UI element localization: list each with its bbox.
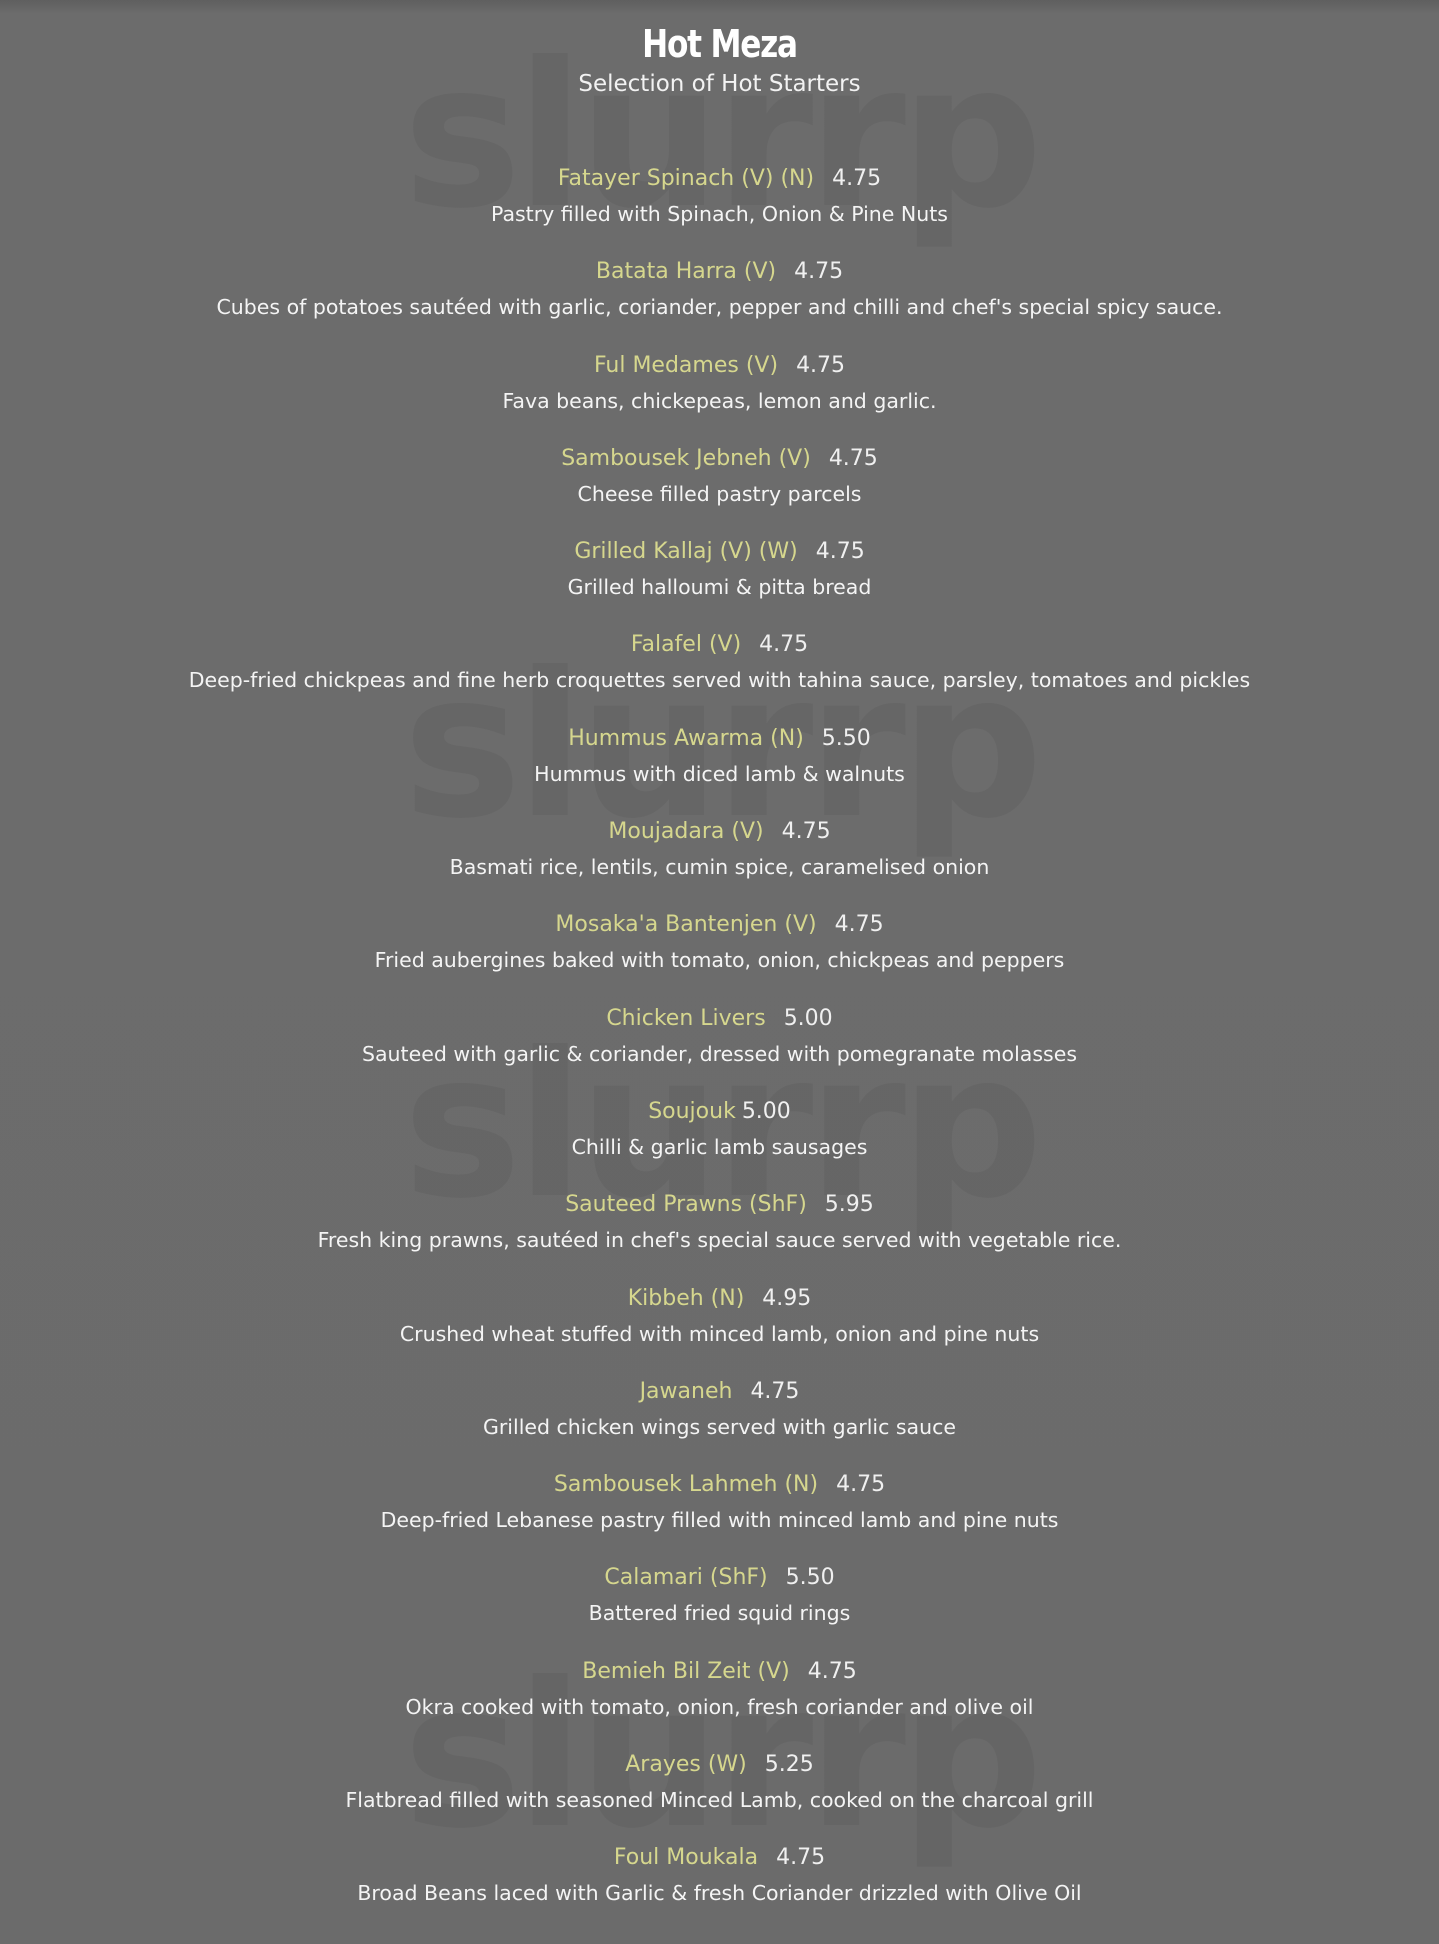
item-description: Deep-fried chickpeas and fine herb croquettes served with tahina sauce, parsley, tomatoes and pickles (188, 668, 1251, 693)
item-description: Flatbread filled with seasoned Minced Lamb, cooked on the charcoal grill (345, 1788, 1094, 1813)
item-name: Arayes (W) (625, 1752, 747, 1778)
menu-item (0, 162, 1439, 255)
item-price: 4.75 (750, 1378, 800, 1404)
menu-item (0, 1002, 1439, 1095)
item-price: 5.00 (783, 1005, 833, 1031)
item-description: Chilli & garlic lamb sausages (571, 1134, 868, 1159)
item-price: 5.95 (824, 1192, 874, 1218)
item-description: Broad Beans laced with Garlic & fresh Coriander drizzled with Olive Oil (357, 1881, 1082, 1906)
item-price: 4.75 (796, 352, 846, 378)
item-price: 4.75 (832, 166, 882, 191)
item-price: 4.75 (794, 259, 844, 285)
menu-item (0, 1468, 1439, 1561)
item-name: Jawaneh (639, 1378, 733, 1404)
item-name: Sauteed Prawns (ShF) (565, 1192, 807, 1218)
item-price: 4.75 (781, 819, 831, 845)
item-description: Battered fried squid rings (588, 1601, 851, 1626)
menu-item (0, 722, 1439, 815)
menu-item (0, 442, 1439, 535)
item-price: 4.75 (836, 1472, 886, 1498)
item-name: Grilled Kallaj (V) (W) (574, 539, 798, 565)
item-name: Mosaka'a Bantenjen (V) (555, 912, 817, 938)
item-name: Sambousek Jebneh (V) (561, 445, 811, 471)
item-price: 5.25 (764, 1752, 814, 1778)
item-name: Falafel (V) (630, 632, 742, 658)
item-description: Grilled halloumi & pitta bread (567, 575, 872, 600)
menu-item-list (0, 162, 1439, 1935)
item-name: Sambousek Lahmeh (N) (553, 1472, 819, 1498)
item-description: Okra cooked with tomato, onion, fresh coriander and olive oil (405, 1694, 1034, 1719)
item-description: Sauteed with garlic & coriander, dressed with pomegranate molasses (361, 1041, 1078, 1066)
item-name: Kibbeh (N) (627, 1285, 745, 1311)
item-name: Foul Moukala (613, 1845, 759, 1871)
item-price: 5.00 (741, 1098, 791, 1124)
item-name: Ful Medames (V) (593, 352, 779, 378)
item-price: 4.75 (759, 632, 809, 658)
item-price: 4.75 (828, 445, 878, 471)
item-price: 4.75 (776, 1845, 826, 1871)
item-description: Pastry filled with Spinach, Onion & Pine Nuts (491, 202, 948, 226)
item-name: Batata Harra (V) (595, 259, 777, 285)
menu-item (0, 815, 1439, 908)
item-description: Fava beans, chickepeas, lemon and garlic. (502, 388, 937, 413)
menu-item (0, 908, 1439, 1001)
menu-title: Hot Meza (642, 22, 797, 66)
menu-item (0, 535, 1439, 628)
item-name: Bemieh Bil Zeit (V) (582, 1658, 790, 1684)
item-price: 5.50 (785, 1565, 835, 1591)
item-price: 4.75 (815, 539, 865, 565)
item-name: Moujadara (V) (608, 819, 764, 845)
menu-item (0, 1655, 1439, 1748)
menu-item (0, 1748, 1439, 1841)
menu-item (0, 1561, 1439, 1654)
menu-item (0, 1375, 1439, 1468)
item-name: Chicken Livers (606, 1005, 766, 1031)
item-description: Grilled chicken wings served with garlic sauce (482, 1414, 956, 1439)
item-name: Hummus Awarma (N) (568, 725, 804, 751)
item-name: Fatayer Spinach (V) (N) (557, 166, 815, 191)
item-description: Deep-fried Lebanese pastry filled with minced lamb and pine nuts (380, 1508, 1059, 1533)
menu-item (0, 1841, 1439, 1934)
item-description: Cheese filled pastry parcels (577, 481, 862, 506)
menu-item (0, 349, 1439, 442)
item-price: 5.50 (821, 725, 871, 751)
item-description: Fried aubergines baked with tomato, onion, chickpeas and peppers (374, 948, 1065, 973)
menu-item (0, 1188, 1439, 1281)
menu-item (0, 255, 1439, 348)
item-description: Hummus with diced lamb & walnuts (534, 761, 905, 786)
item-price: 4.95 (762, 1285, 812, 1311)
item-description: Crushed wheat stuffed with minced lamb, onion and pine nuts (399, 1321, 1040, 1346)
item-price: 4.75 (834, 912, 884, 938)
menu-item (0, 628, 1439, 721)
item-price: 4.75 (807, 1658, 857, 1684)
menu-item (0, 1095, 1439, 1188)
item-description: Basmati rice, lentils, cumin spice, caramelised onion (449, 855, 990, 880)
item-name: Soujouk (648, 1098, 736, 1124)
item-name: Calamari (ShF) (604, 1565, 768, 1591)
item-description: Fresh king prawns, sautéed in chef's special sauce served with vegetable rice. (317, 1228, 1122, 1253)
menu-item (0, 1282, 1439, 1375)
item-description: Cubes of potatoes sautéed with garlic, coriander, pepper and chilli and chef's special spicy sauce. (216, 295, 1223, 320)
menu-subtitle: Selection of Hot Starters (578, 71, 861, 97)
